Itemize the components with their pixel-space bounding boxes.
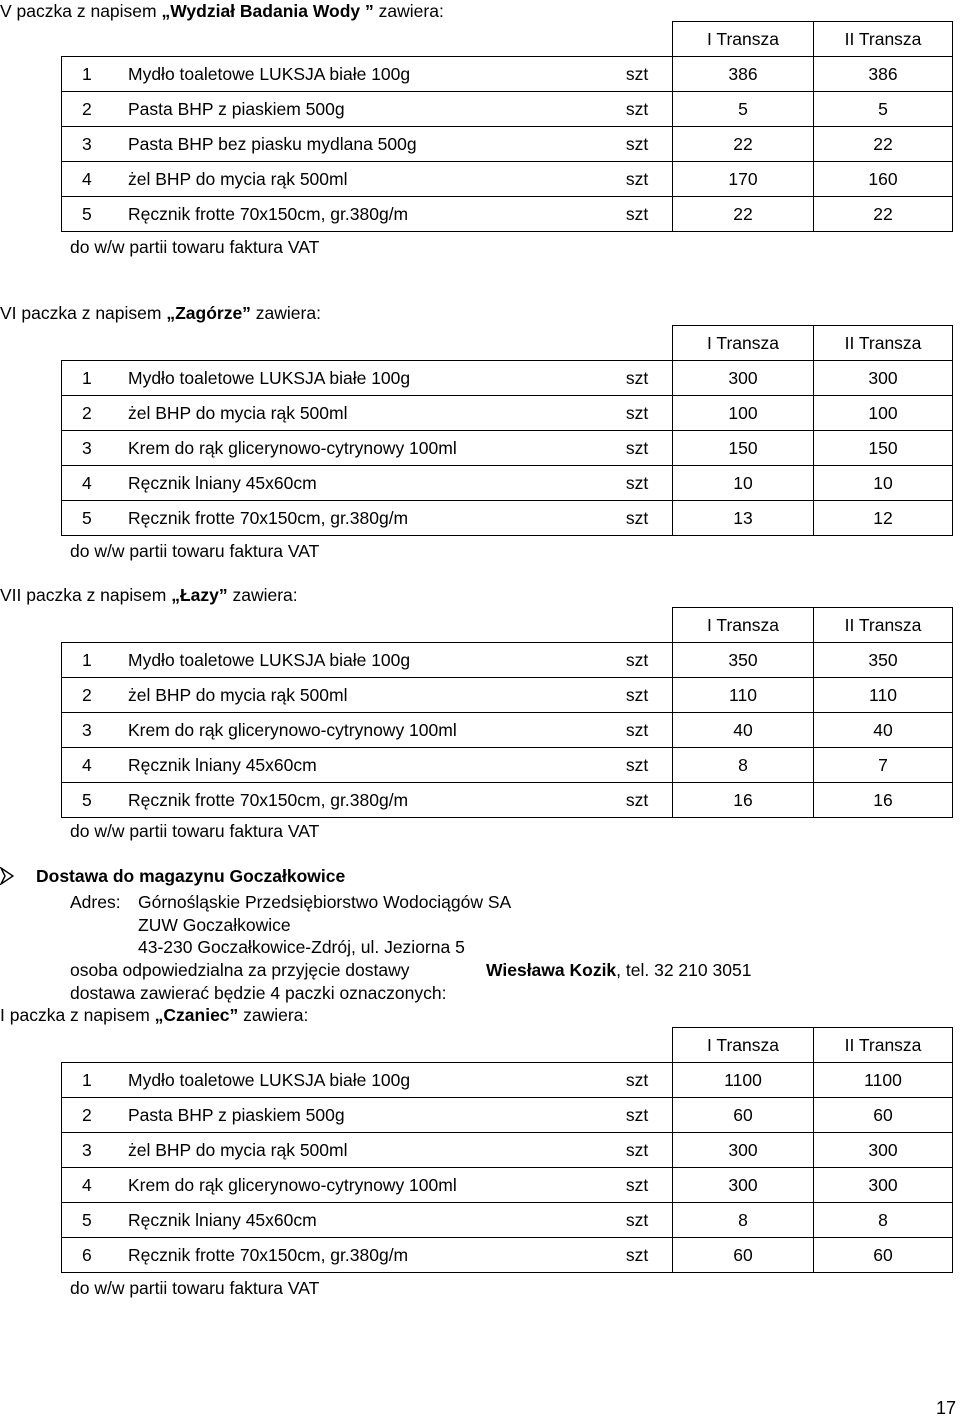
qty-transza-1: 300 (673, 361, 814, 396)
item-unit: szt (602, 92, 673, 127)
table-row (62, 748, 953, 783)
item-unit: szt (602, 1098, 673, 1133)
delivery-title: Dostawa do magazynu Goczałkowice (36, 866, 346, 886)
qty-transza-1: 40 (673, 713, 814, 748)
header-blank (602, 22, 673, 57)
qty-transza-1: 5 (673, 92, 814, 127)
qty-transza-1: 16 (673, 783, 814, 818)
item-unit: szt (602, 748, 673, 783)
item-unit: szt (602, 197, 673, 232)
qty-transza-1: 8 (673, 748, 814, 783)
row-number: 1 (62, 1063, 129, 1098)
header-transza-2: II Transza (814, 22, 953, 57)
table-row (62, 466, 953, 501)
qty-transza-1: 1100 (673, 1063, 814, 1098)
qty-transza-2: 60 (814, 1098, 953, 1133)
item-unit: szt (602, 57, 673, 92)
row-number: 3 (62, 127, 129, 162)
item-unit: szt (602, 783, 673, 818)
row-number: 5 (62, 501, 129, 536)
table-row (62, 92, 953, 127)
row-number: 4 (62, 1168, 129, 1203)
table-row (62, 127, 953, 162)
table-row (62, 57, 953, 92)
heading-text: VII paczka z napisem (0, 585, 172, 605)
items-table (61, 325, 953, 536)
item-name: Pasta BHP z piaskiem 500g (128, 92, 602, 127)
item-unit: szt (602, 396, 673, 431)
item-unit: szt (602, 1203, 673, 1238)
item-name: żel BHP do mycia rąk 500ml (128, 678, 602, 713)
item-name: Krem do rąk glicerynowo-cytrynowy 100ml (128, 431, 602, 466)
qty-transza-1: 110 (673, 678, 814, 713)
heading-text: zawiera: (250, 303, 321, 323)
qty-transza-2: 386 (814, 57, 953, 92)
contact-person (486, 959, 751, 981)
items-table (61, 607, 953, 818)
table-row (62, 162, 953, 197)
table-header-row (62, 1028, 953, 1063)
item-name: Ręcznik lniany 45x60cm (128, 1203, 602, 1238)
heading-text: V paczka z napisem (0, 1, 162, 21)
qty-transza-1: 10 (673, 466, 814, 501)
header-transza-1: I Transza (673, 608, 814, 643)
item-name: Krem do rąk glicerynowo-cytrynowy 100ml (128, 713, 602, 748)
header-blank (62, 1028, 129, 1063)
item-unit: szt (602, 1063, 673, 1098)
row-number: 4 (62, 748, 129, 783)
header-blank (602, 1028, 673, 1063)
qty-transza-2: 10 (814, 466, 953, 501)
header-transza-2: II Transza (814, 608, 953, 643)
qty-transza-1: 150 (673, 431, 814, 466)
header-transza-1: I Transza (673, 1028, 814, 1063)
item-name: Mydło toaletowe LUKSJA białe 100g (128, 643, 602, 678)
item-name: Ręcznik frotte 70x150cm, gr.380g/m (128, 197, 602, 232)
qty-transza-1: 60 (673, 1098, 814, 1133)
qty-transza-1: 8 (673, 1203, 814, 1238)
item-unit: szt (602, 466, 673, 501)
page-number: 17 (935, 1398, 956, 1418)
qty-transza-2: 110 (814, 678, 953, 713)
item-name: Ręcznik frotte 70x150cm, gr.380g/m (128, 501, 602, 536)
header-blank (62, 22, 129, 57)
row-number: 4 (62, 466, 129, 501)
heading-text: VI paczka z napisem (0, 303, 167, 323)
row-number: 2 (62, 678, 129, 713)
package-name: „Zagórze” (166, 303, 251, 323)
header-blank (62, 608, 129, 643)
row-number: 5 (62, 1203, 129, 1238)
row-number: 3 (62, 431, 129, 466)
table-row (62, 501, 953, 536)
qty-transza-1: 300 (673, 1168, 814, 1203)
section-heading (0, 584, 298, 606)
item-name: Ręcznik frotte 70x150cm, gr.380g/m (128, 783, 602, 818)
item-name: Ręcznik lniany 45x60cm (128, 748, 602, 783)
invoice-note: do w/w partii towaru faktura VAT (70, 1278, 320, 1298)
qty-transza-2: 22 (814, 197, 953, 232)
package-name: „Czaniec” (154, 1005, 239, 1025)
section-heading (0, 0, 444, 22)
table-row (62, 1168, 953, 1203)
item-unit: szt (602, 361, 673, 396)
row-number: 1 (62, 643, 129, 678)
item-unit: szt (602, 431, 673, 466)
table-header-row (62, 326, 953, 361)
header-transza-1: I Transza (673, 326, 814, 361)
header-blank (128, 326, 602, 361)
address-label: Adres: (70, 892, 121, 912)
header-transza-1: I Transza (673, 22, 814, 57)
qty-transza-2: 22 (814, 127, 953, 162)
item-name: Pasta BHP z piaskiem 500g (128, 1098, 602, 1133)
row-number: 1 (62, 57, 129, 92)
invoice-note: do w/w partii towaru faktura VAT (70, 821, 320, 841)
row-number: 3 (62, 1133, 129, 1168)
table-row (62, 197, 953, 232)
table-row (62, 431, 953, 466)
item-name: Mydło toaletowe LUKSJA białe 100g (128, 1063, 602, 1098)
items-table (61, 21, 953, 232)
qty-transza-2: 7 (814, 748, 953, 783)
heading-text: zawiera: (227, 585, 298, 605)
item-name: Pasta BHP bez piasku mydlana 500g (128, 127, 602, 162)
item-unit: szt (602, 678, 673, 713)
qty-transza-1: 22 (673, 127, 814, 162)
heading-text: zawiera: (238, 1005, 309, 1025)
table-row (62, 1238, 953, 1273)
header-blank (62, 326, 129, 361)
heading-text: zawiera: (373, 1, 444, 21)
qty-transza-2: 150 (814, 431, 953, 466)
arrow-bullet-icon (0, 867, 14, 885)
section-heading (0, 1004, 308, 1026)
row-number: 5 (62, 783, 129, 818)
table-row (62, 783, 953, 818)
item-unit: szt (602, 1168, 673, 1203)
qty-transza-1: 13 (673, 501, 814, 536)
qty-transza-2: 60 (814, 1238, 953, 1273)
invoice-note: do w/w partii towaru faktura VAT (70, 541, 320, 561)
qty-transza-2: 300 (814, 1168, 953, 1203)
qty-transza-1: 60 (673, 1238, 814, 1273)
header-transza-2: II Transza (814, 1028, 953, 1063)
heading-text: I paczka z napisem (0, 1005, 155, 1025)
invoice-note: do w/w partii towaru faktura VAT (70, 237, 320, 257)
header-blank (602, 608, 673, 643)
item-unit: szt (602, 162, 673, 197)
qty-transza-2: 100 (814, 396, 953, 431)
address-line-1: Górnośląskie Przedsiębiorstwo Wodociągów SA (138, 892, 512, 912)
qty-transza-2: 8 (814, 1203, 953, 1238)
table-row (62, 396, 953, 431)
header-blank (128, 608, 602, 643)
header-blank (602, 326, 673, 361)
qty-transza-2: 300 (814, 361, 953, 396)
item-name: Ręcznik frotte 70x150cm, gr.380g/m (128, 1238, 602, 1273)
qty-transza-1: 170 (673, 162, 814, 197)
item-name: żel BHP do mycia rąk 500ml (128, 1133, 602, 1168)
table-row (62, 361, 953, 396)
qty-transza-2: 40 (814, 713, 953, 748)
item-name: Mydło toaletowe LUKSJA białe 100g (128, 361, 602, 396)
table-row (62, 678, 953, 713)
table-row (62, 643, 953, 678)
qty-transza-2: 16 (814, 783, 953, 818)
contact-name: Wiesława Kozik (486, 960, 617, 980)
table-row (62, 1133, 953, 1168)
item-unit: szt (602, 501, 673, 536)
row-number: 4 (62, 162, 129, 197)
table-row (62, 1063, 953, 1098)
qty-transza-1: 300 (673, 1133, 814, 1168)
item-unit: szt (602, 713, 673, 748)
qty-transza-1: 100 (673, 396, 814, 431)
row-number: 6 (62, 1238, 129, 1273)
qty-transza-1: 350 (673, 643, 814, 678)
row-number: 2 (62, 396, 129, 431)
table-header-row (62, 22, 953, 57)
item-name: Ręcznik lniany 45x60cm (128, 466, 602, 501)
item-unit: szt (602, 1238, 673, 1273)
item-name: Mydło toaletowe LUKSJA białe 100g (128, 57, 602, 92)
header-blank (128, 1028, 602, 1063)
row-number: 3 (62, 713, 129, 748)
item-name: Krem do rąk glicerynowo-cytrynowy 100ml (128, 1168, 602, 1203)
table-row (62, 1098, 953, 1133)
row-number: 2 (62, 92, 129, 127)
qty-transza-2: 5 (814, 92, 953, 127)
qty-transza-2: 160 (814, 162, 953, 197)
qty-transza-2: 300 (814, 1133, 953, 1168)
header-transza-2: II Transza (814, 326, 953, 361)
package-name: „Wydział Badania Wody ” (161, 1, 374, 21)
address-line-3: 43-230 Goczałkowice-Zdrój, ul. Jeziorna 5 (138, 937, 465, 957)
packages-note: dostawa zawierać będzie 4 paczki oznaczonych: (70, 983, 447, 1003)
item-unit: szt (602, 127, 673, 162)
table-row (62, 713, 953, 748)
qty-transza-2: 1100 (814, 1063, 953, 1098)
item-unit: szt (602, 643, 673, 678)
contact-label: osoba odpowiedzialna za przyjęcie dostawy (70, 960, 410, 980)
qty-transza-2: 350 (814, 643, 953, 678)
row-number: 1 (62, 361, 129, 396)
qty-transza-2: 12 (814, 501, 953, 536)
package-name: „Łazy” (171, 585, 228, 605)
qty-transza-1: 386 (673, 57, 814, 92)
row-number: 2 (62, 1098, 129, 1133)
items-table (61, 1027, 953, 1273)
contact-phone: , tel. 32 210 3051 (616, 960, 752, 980)
item-name: żel BHP do mycia rąk 500ml (128, 162, 602, 197)
table-header-row (62, 608, 953, 643)
section-heading (0, 302, 321, 324)
row-number: 5 (62, 197, 129, 232)
item-name: żel BHP do mycia rąk 500ml (128, 396, 602, 431)
header-blank (128, 22, 602, 57)
address-line-2: ZUW Goczałkowice (138, 915, 291, 935)
table-row (62, 1203, 953, 1238)
item-unit: szt (602, 1133, 673, 1168)
qty-transza-1: 22 (673, 197, 814, 232)
